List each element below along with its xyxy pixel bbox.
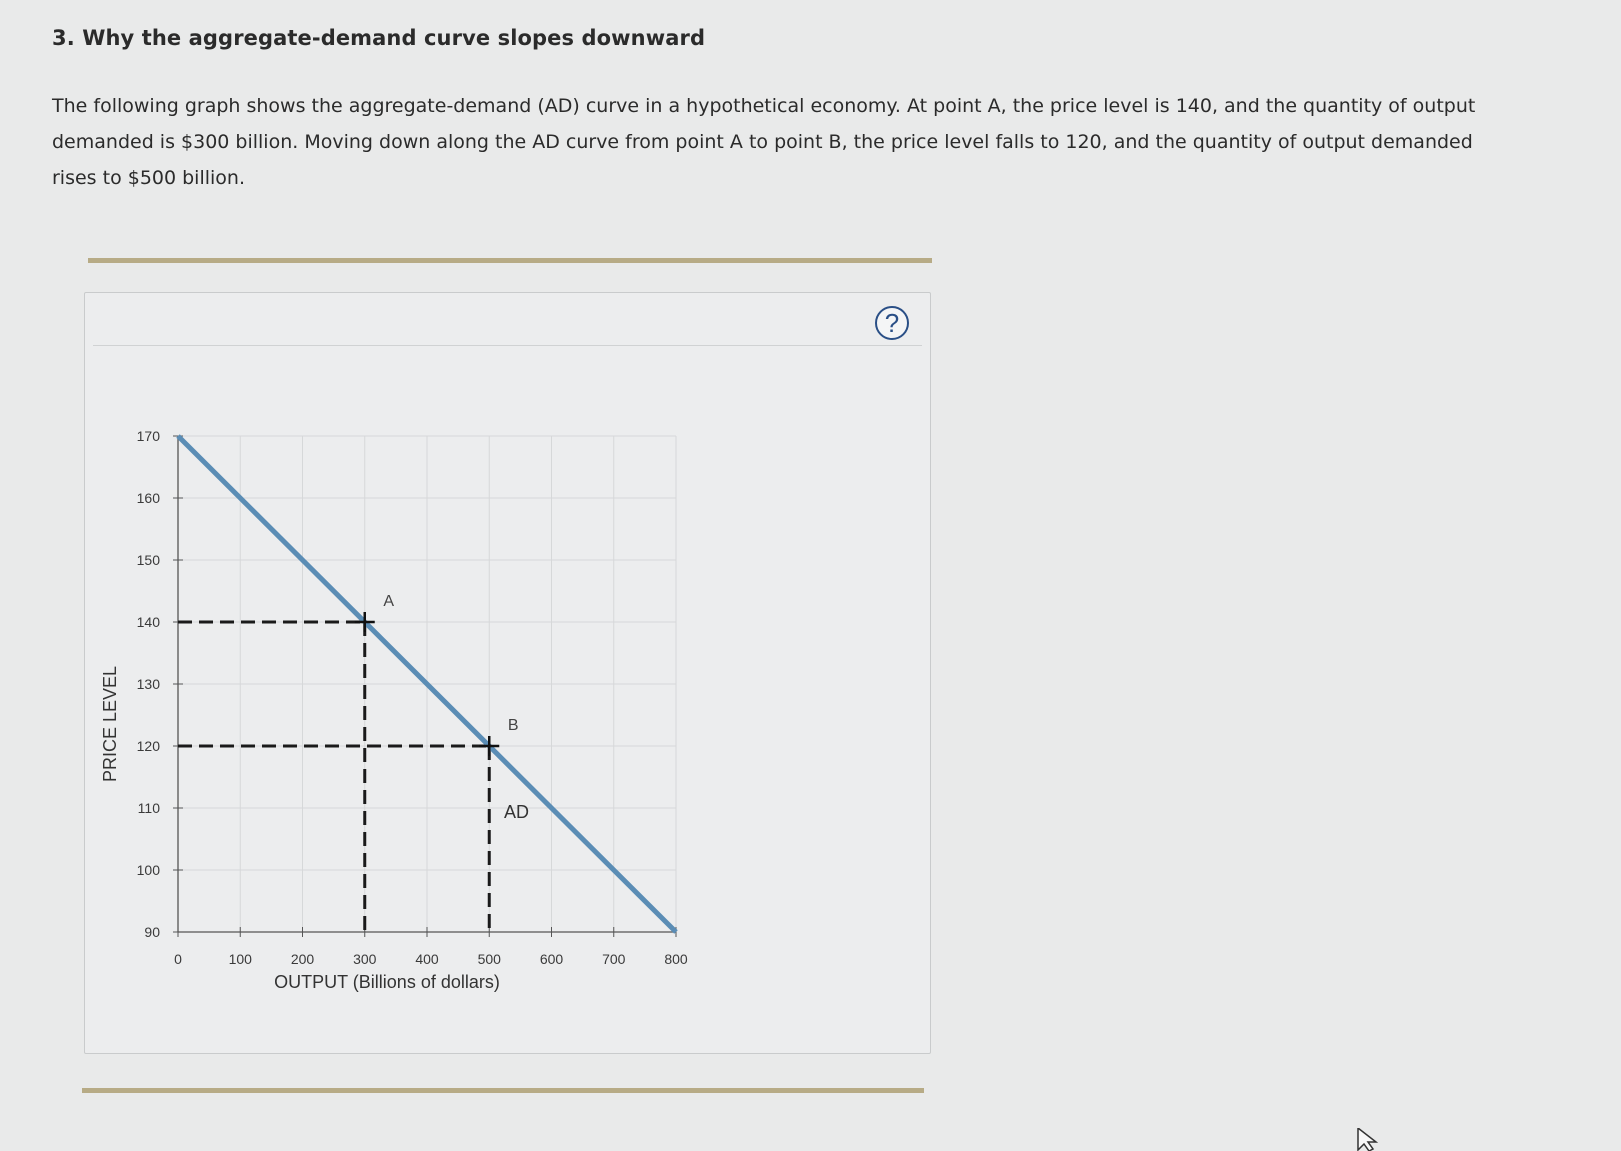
ad-curve-label: AD	[503, 802, 529, 822]
mouse-cursor-icon	[1356, 1128, 1382, 1151]
x-tick-label: 700	[602, 951, 626, 967]
y-tick-label: 110	[137, 800, 160, 816]
point-A-label: A	[383, 593, 395, 610]
question-text: The following graph shows the aggregate-demand (AD) curve in a hypothetical economy. At point A, the price level is 140, and the quantity of output demanded is $300 billion. Moving down along the AD curve from point A to point B, the price level falls to 120, and the quantity of output demanded rises to $500 billion.	[52, 95, 1476, 189]
y-tick-label: 130	[136, 676, 160, 692]
y-tick-label: 150	[136, 552, 160, 568]
point-B-label: B	[507, 717, 519, 734]
y-tick-label: 160	[136, 490, 160, 506]
y-tick-label: 140	[136, 614, 160, 630]
x-tick-label: 500	[477, 951, 501, 967]
y-tick-label: 120	[136, 738, 160, 754]
y-tick-label: 100	[136, 862, 160, 878]
bottom-divider	[82, 1088, 924, 1093]
x-tick-label: 800	[664, 951, 688, 967]
x-tick-label: 300	[353, 951, 377, 967]
help-button[interactable]: ?	[875, 306, 909, 340]
x-tick-label: 600	[539, 951, 564, 967]
x-tick-label: 0	[174, 951, 182, 967]
x-tick-label: 200	[290, 951, 315, 967]
x-tick-label: 400	[415, 951, 439, 967]
x-axis-title: OUTPUT (Billions of dollars)	[274, 972, 500, 992]
y-axis-title: PRICE LEVEL	[100, 665, 120, 783]
x-tick-label: 100	[228, 951, 252, 967]
question-title: 3. Why the aggregate-demand curve slopes downward	[52, 26, 706, 50]
y-tick-label: 90	[144, 924, 160, 940]
y-tick-label: 170	[136, 428, 160, 444]
